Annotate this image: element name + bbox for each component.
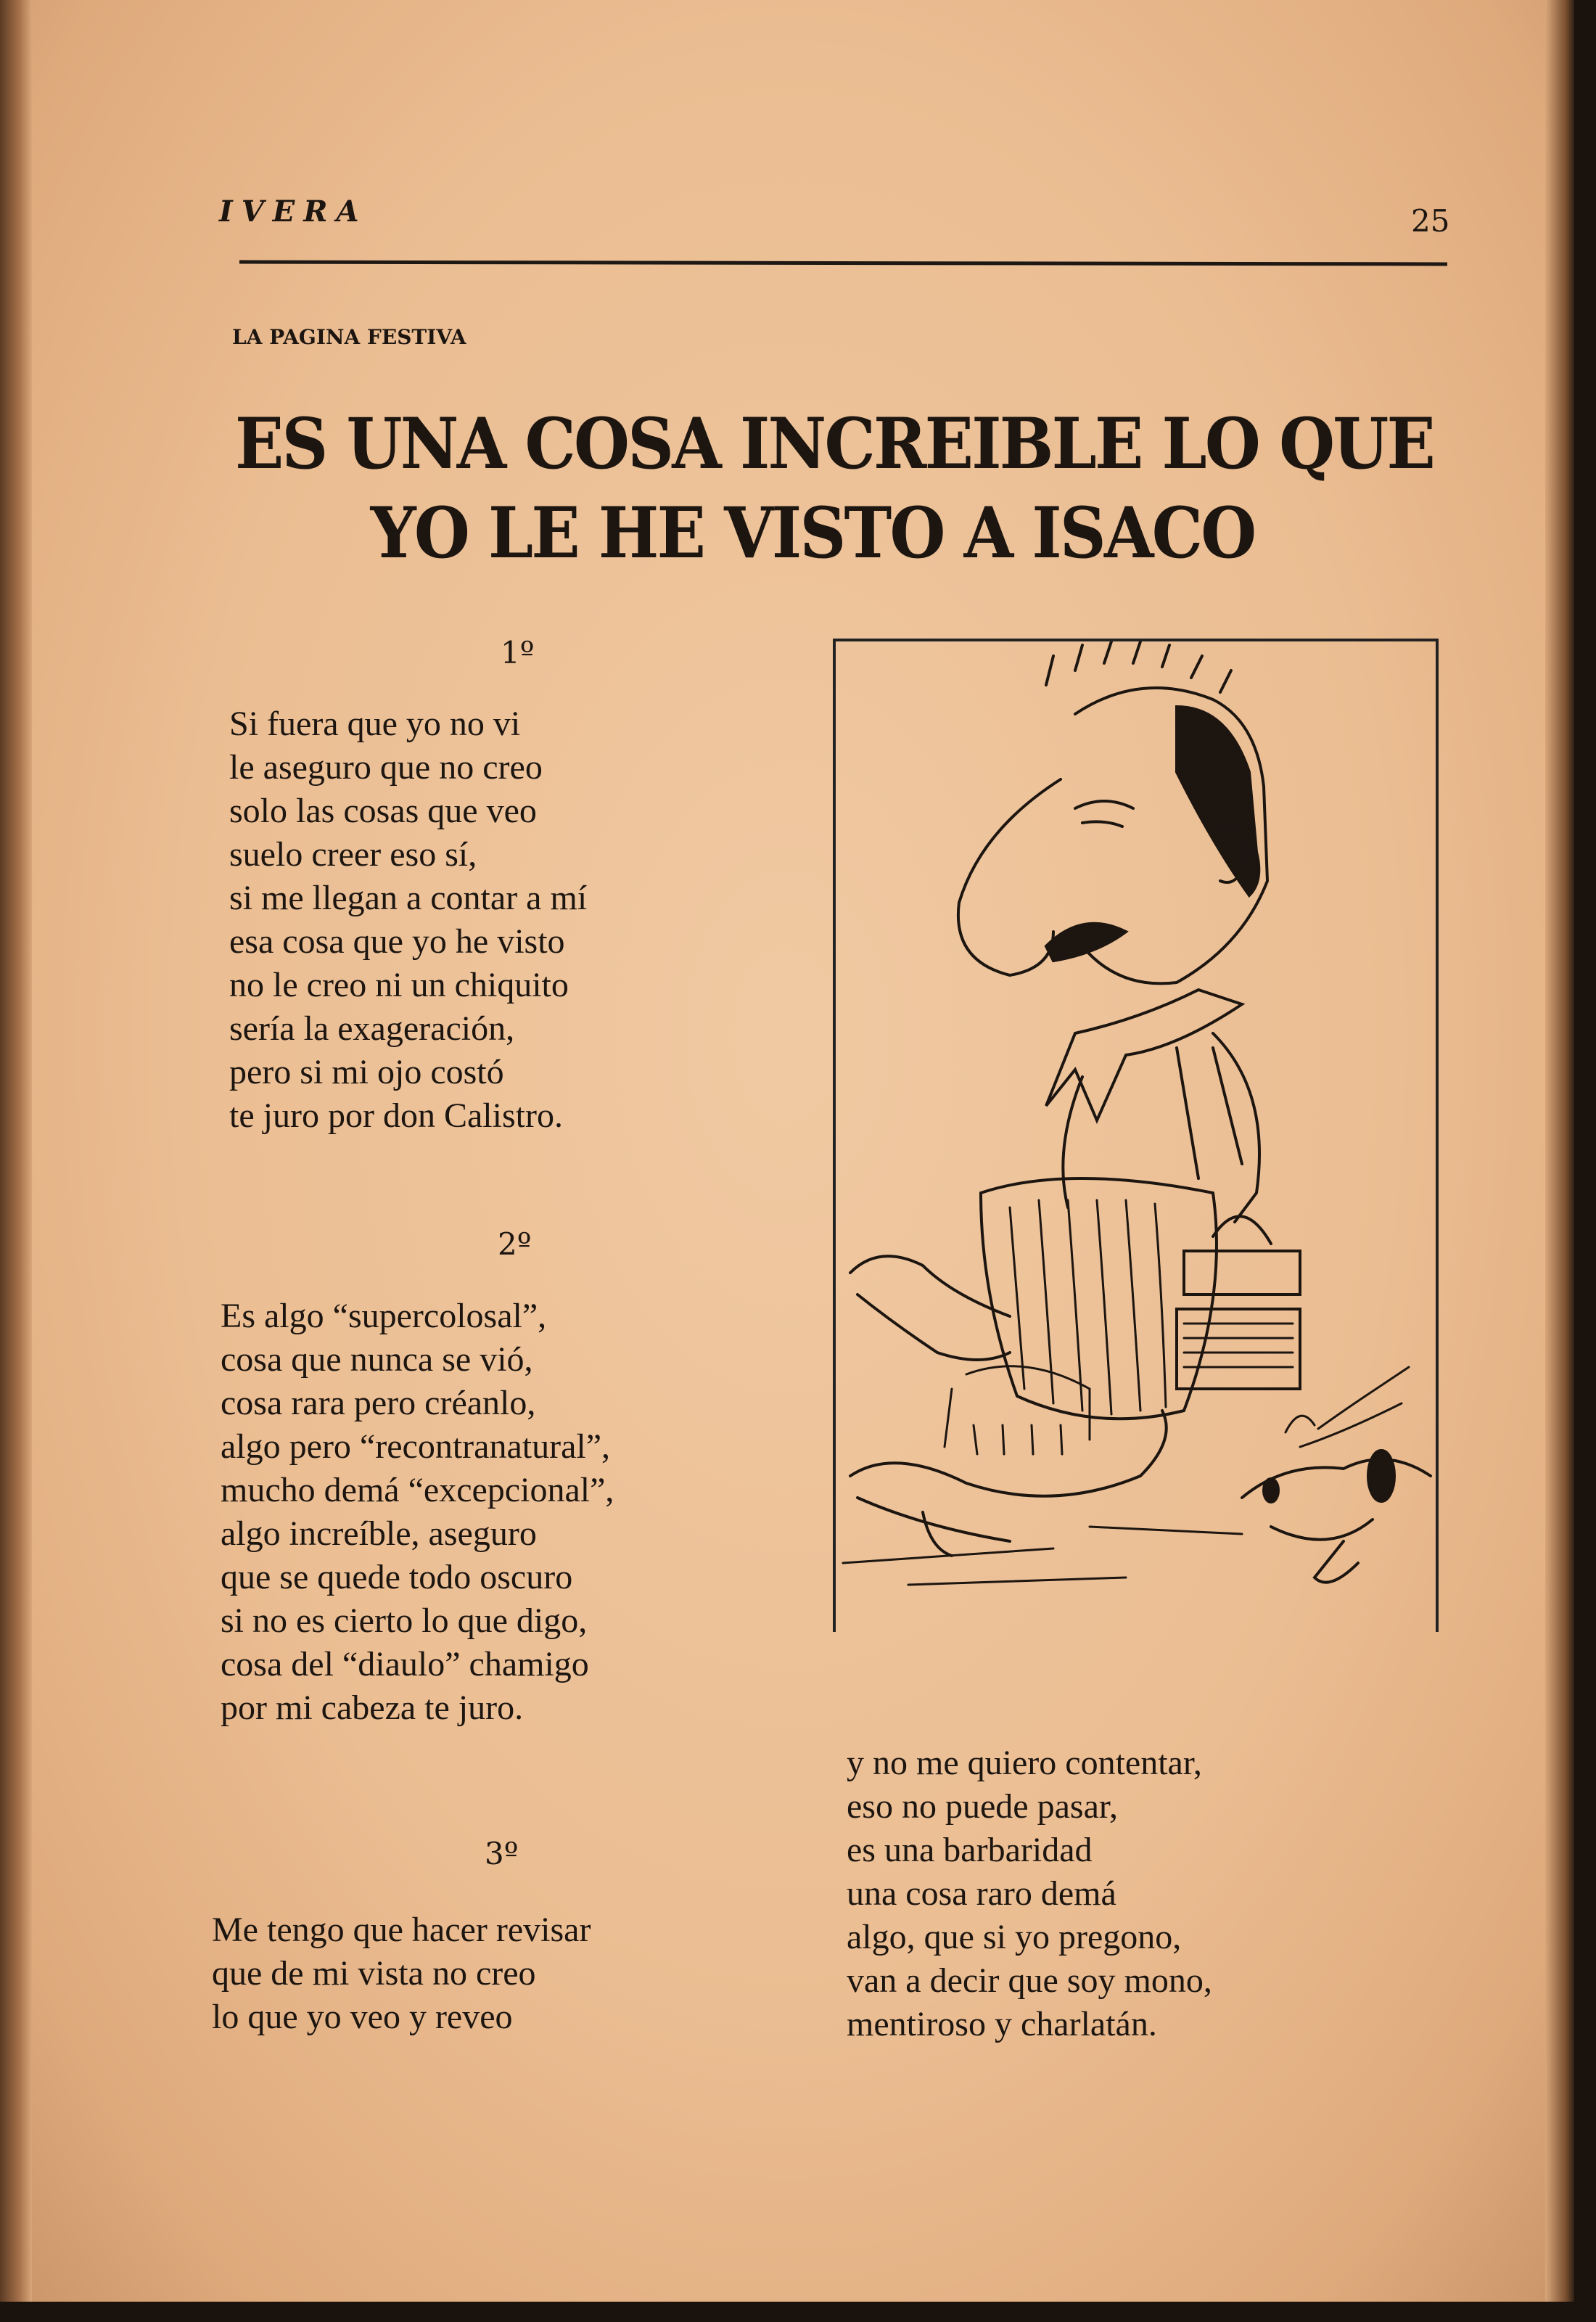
stanza-number: 2º	[498, 1226, 532, 1262]
verse-line: le aseguro que no creo	[229, 748, 543, 787]
verse-line: suelo creer eso sí,	[229, 835, 477, 874]
stanza-3	[212, 1908, 591, 2039]
verse-line: Me tengo que hacer revisar	[212, 1911, 591, 1949]
stanza-2	[221, 1295, 614, 1730]
verse-line: lo que yo veo y reveo	[212, 1998, 513, 2036]
verse-line: algo increíble, aseguro	[221, 1514, 537, 1553]
verse-line: eso no puede pasar,	[847, 1787, 1118, 1826]
verse-line: esa cosa que yo he visto	[229, 922, 565, 961]
verse-line: es una barbaridad	[847, 1831, 1093, 1869]
page-number: 25	[1411, 203, 1450, 239]
verse-line: Es algo “supercolosal”,	[221, 1297, 547, 1335]
book-spine	[0, 0, 32, 2302]
verse-line: algo, que si yo pregono,	[847, 1918, 1182, 1956]
verse-line: mentiroso y charlatán.	[847, 2005, 1157, 2043]
verse-line: mucho demá “excepcional”,	[221, 1471, 614, 1509]
verse-line: sería la exageración,	[229, 1009, 515, 1048]
verse-line: pero si mi ojo costó	[229, 1053, 504, 1091]
article-title-line-2: YO LE HE VISTO A ISACO	[370, 492, 1255, 574]
stanza-number: 3º	[485, 1836, 519, 1871]
verse-line: que se quede todo oscuro	[221, 1558, 573, 1596]
verse-line: cosa que nunca se vió,	[221, 1340, 533, 1379]
verse-line: por mi cabeza te juro.	[221, 1689, 524, 1727]
verse-line: van a decir que soy mono,	[847, 1961, 1212, 2000]
verse-line: algo pero “recontranatural”,	[221, 1427, 611, 1466]
verse-line: si no es cierto lo que digo,	[221, 1601, 588, 1640]
section-label: LA PAGINA FESTIVA	[232, 325, 466, 349]
verse-line: si me llegan a contar a mí	[229, 879, 588, 917]
header-rule	[239, 260, 1447, 266]
verse-line: y no me quiero contentar,	[847, 1744, 1202, 1782]
stanza-number: 1º	[501, 635, 535, 670]
caricature-illustration	[833, 639, 1439, 1632]
verse-line: cosa rara pero créanlo,	[221, 1384, 536, 1422]
verse-line: no le creo ni un chiquito	[229, 966, 569, 1004]
verse-line: te juro por don Calistro.	[229, 1096, 563, 1135]
running-title: IVERA	[219, 194, 368, 229]
stanza-1	[229, 702, 587, 1138]
page-edge	[1545, 0, 1574, 2302]
article-title-line-1: ES UNA COSA INCREIBLE LO QUE	[234, 403, 1434, 485]
verse-line: cosa del “diaulo” chamigo	[221, 1645, 589, 1683]
stanza-3-continued	[847, 1742, 1212, 2046]
verse-line: Si fuera que yo no vi	[229, 705, 521, 743]
verse-line: que de mi vista no creo	[212, 1954, 536, 1993]
verse-line: una cosa raro demá	[847, 1874, 1116, 1913]
verse-line: solo las cosas que veo	[229, 792, 537, 830]
